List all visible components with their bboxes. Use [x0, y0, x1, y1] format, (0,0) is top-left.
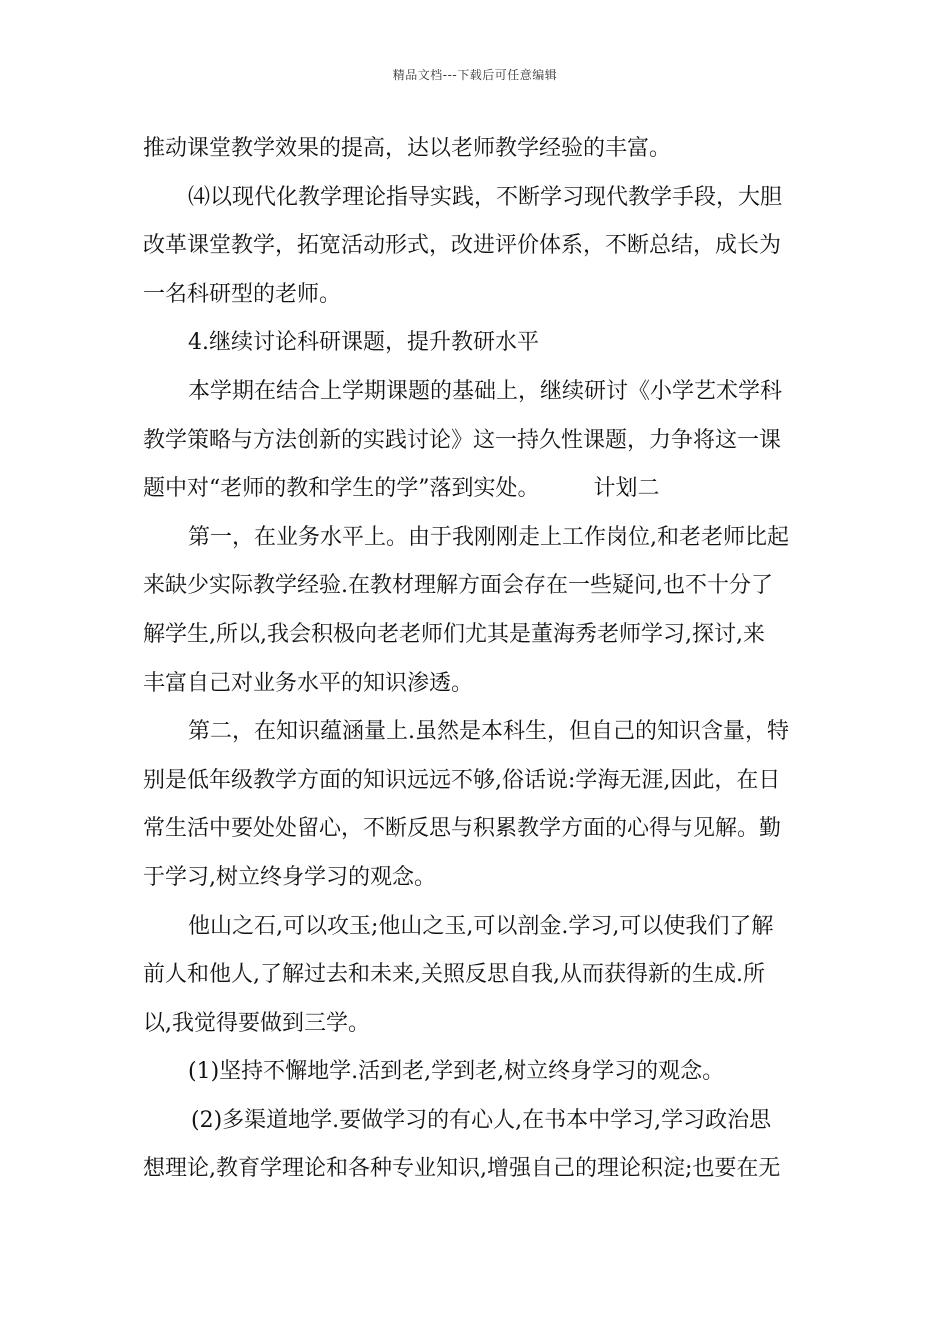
text-line: 一名科研型的老师。 [143, 281, 342, 307]
text-line: 改革课堂教学，拓宽活动形式，改进评价体系，不断总结，成长为 [143, 233, 782, 259]
text-line: 常生活中要处处留心，不断反思与积累教学方面的心得与见解。勤 [143, 816, 782, 842]
text-segment: 题中对“老师的教和学生的学”落到实处。 [143, 476, 540, 502]
text-line: ⑷以现代化教学理论指导实践，不断学习现代教学手段，大胆 [188, 184, 783, 210]
text-line: 丰富自己对业务水平的知识渗透。 [143, 670, 474, 696]
text-line: 教学策略与方法创新的实践讨论》这一持久性课题，力争将这一课 [143, 427, 782, 453]
text-line: 想理论,教育学理论和各种专业知识,增强自己的理论积淀;也要在无 [143, 1156, 781, 1182]
text-line: 以,我觉得要做到三学。 [143, 1010, 370, 1036]
text-line: 前人和他人,了解过去和未来,关照反思自我,从而获得新的生成.所 [143, 962, 765, 988]
text-line: 来缺少实际教学经验.在教材理解方面会存在一些疑问,也不十分了 [143, 573, 773, 599]
text-line-with-title [143, 465, 809, 514]
list-item: (1)坚持不懈地学.活到老,学到老,树立终身学习的观念。 [188, 1059, 725, 1085]
section-heading: 4.继续讨论科研课题，提升教研水平 [188, 330, 539, 356]
text-line: 推动课堂教学效果的提高，达以老师教学经验的丰富。 [143, 136, 672, 161]
text-line: 第二，在知识蕴涵量上.虽然是本科生，但自己的知识含量，特 [188, 719, 789, 745]
document-body [143, 125, 809, 1194]
text-line: 本学期在结合上学期课题的基础上，继续研讨《小学艺术学科 [188, 378, 783, 404]
text-line: 第一，在业务水平上。由于我刚刚走上工作岗位,和老老师比起 [188, 524, 789, 550]
list-item: (2)多渠道地学.要做学习的有心人,在书本中学习,学习政治思 [191, 1107, 772, 1133]
page-header: 精品文档---下载后可任意编辑 [392, 68, 558, 82]
text-line: 于学习,树立终身学习的观念。 [143, 864, 436, 890]
text-line: 解学生,所以,我会积极向老老师们尤其是董海秀老师学习,探讨,来 [143, 621, 765, 647]
text-line: 别是低年级教学方面的知识远远不够,俗话说:学海无涯,因此，在日 [143, 767, 781, 793]
plan-title: 计划二 [593, 476, 660, 502]
text-line: 他山之石,可以攻玉;他山之玉,可以剖金.学习,可以使我们了解 [188, 913, 774, 939]
